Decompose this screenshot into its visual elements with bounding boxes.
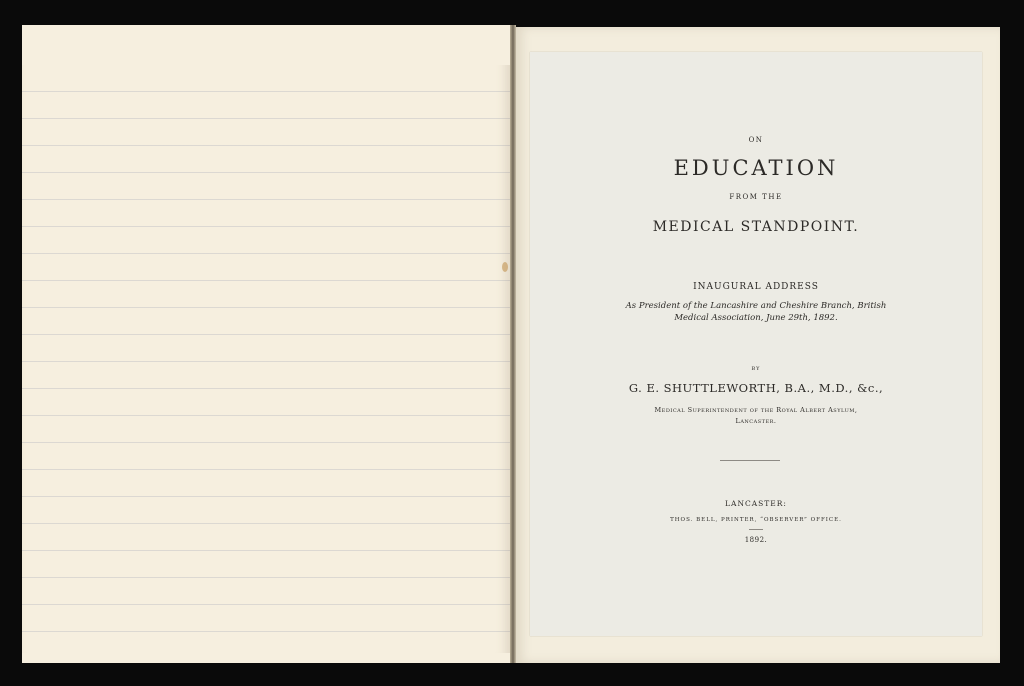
imprint-place: LANCASTER:	[725, 499, 787, 508]
by-label: BY	[751, 366, 761, 372]
address-line-1: As President of the Lancashire and Cheshire Branch, British	[625, 301, 887, 311]
title-page	[530, 52, 982, 636]
author-position	[530, 405, 982, 427]
divider-rule	[720, 460, 780, 461]
author-name: G. E. SHUTTLEWORTH, B.A., M.D., &c.,	[628, 381, 884, 395]
position-line-1: Medical Superintendent of the Royal Albert Asylum,	[654, 406, 858, 414]
imprint-small-rule	[749, 529, 763, 530]
address-description	[530, 300, 982, 324]
imprint-printer: THOS. BELL, PRINTER, “OBSERVER” OFFICE.	[670, 517, 842, 523]
address-line-2: Medical Association, June 29th, 1892.	[674, 313, 838, 323]
title-subtitle: MEDICAL STANDPOINT.	[652, 219, 860, 235]
title-on: ON	[748, 136, 764, 144]
foxing-spot	[502, 262, 508, 272]
title-from-the: FROM THE	[729, 193, 783, 201]
address-heading: INAUGURAL ADDRESS	[693, 282, 819, 292]
position-line-2: Lancaster.	[735, 417, 777, 425]
title-main: EDUCATION	[673, 156, 839, 180]
imprint-year: 1892.	[744, 536, 768, 544]
left-ruled-page	[22, 25, 512, 663]
